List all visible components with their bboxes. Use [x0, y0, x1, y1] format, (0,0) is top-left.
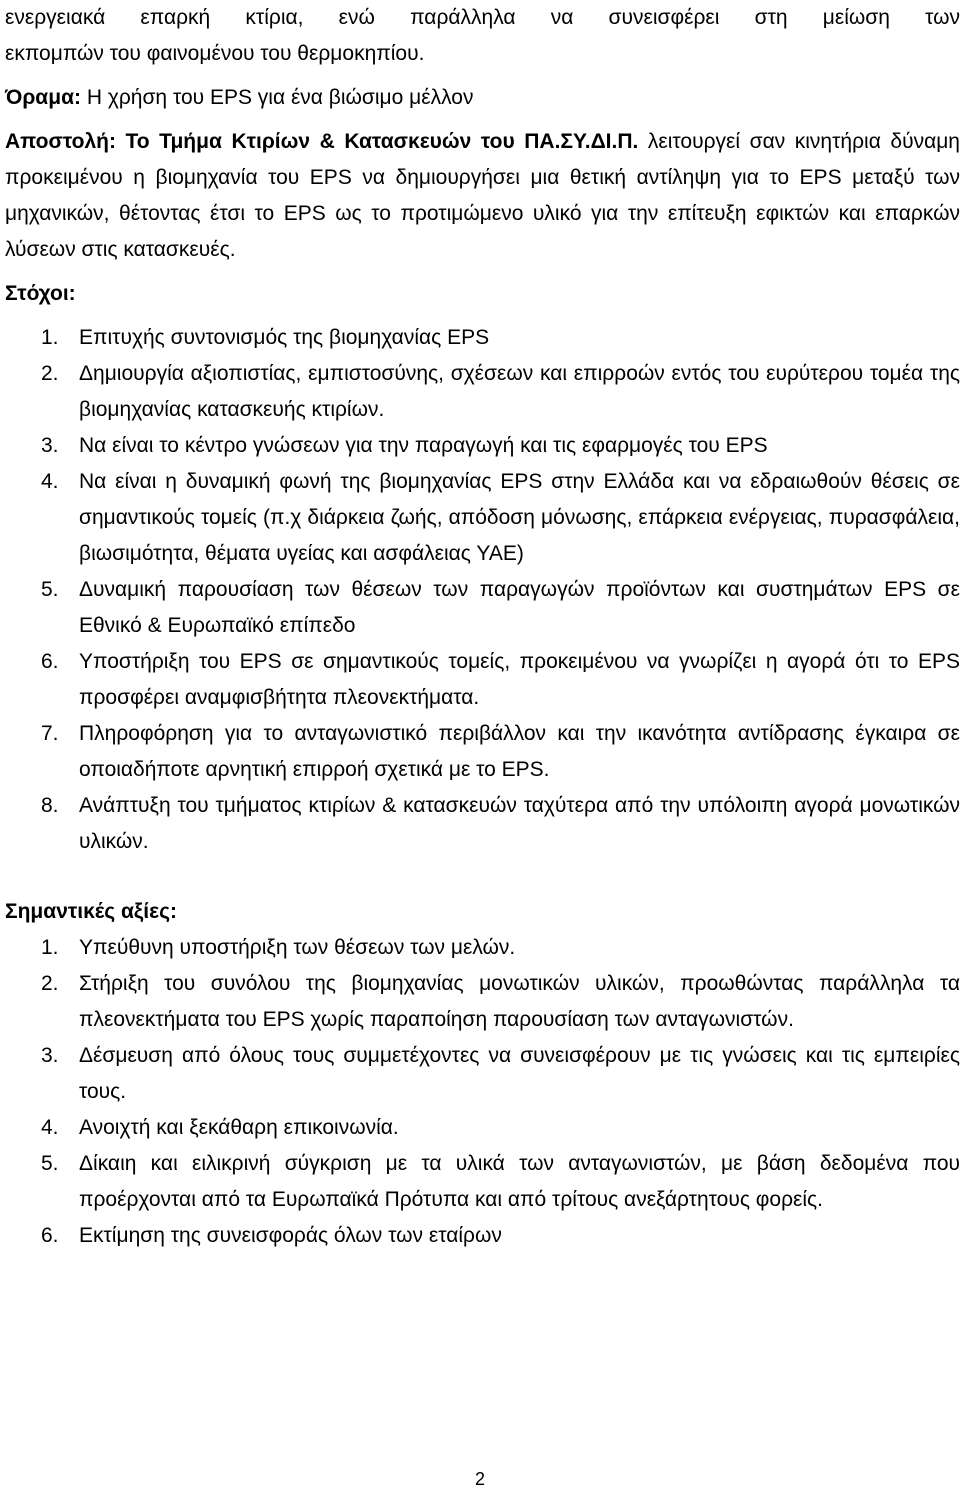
goal-number: 7.: [41, 722, 59, 745]
value-number: 3.: [41, 1044, 59, 1067]
goal-item: [5, 716, 960, 788]
value-item: [5, 1146, 960, 1218]
value-text: Υπεύθυνη υποστήριξη των θέσεων των μελών.: [79, 936, 516, 959]
goal-number: 6.: [41, 650, 59, 673]
mission-paragraph: [5, 124, 960, 268]
goal-item: [5, 464, 960, 572]
value-number: 4.: [41, 1116, 59, 1139]
vision-paragraph: [5, 80, 960, 116]
value-number: 1.: [41, 936, 59, 959]
goal-text: Πληροφόρηση για το ανταγωνιστικό περιβάλλον και την ικανότητα αντίδρασης έγκαιρα σε οποιαδήποτε αρνητική επιρροή σχετικά με το EPS.: [79, 722, 960, 781]
goals-list: [5, 320, 960, 860]
goal-text: Να είναι η δυναμική φωνή της βιομηχανίας EPS στην Ελλάδα και να εδραιωθούν θέσεις σε σημαντικούς τομείς (π.χ διάρκεια ζωής, απόδοση μόνωσης, επάρκεια ενέργειας, πυρασφάλεια, βιωσιμότητα, θέματα υγείας και ασφάλειας ΥΑΕ): [79, 470, 960, 565]
value-item: [5, 930, 960, 966]
value-text: Στήριξη του συνόλου της βιομηχανίας μονωτικών υλικών, προωθώντας παράλληλα τα πλεονεκτήματα του EPS χωρίς παραποίηση παρουσίαση των ανταγωνιστών.: [79, 972, 960, 1031]
value-number: 5.: [41, 1152, 59, 1175]
spacer: [5, 268, 960, 276]
spacer: [5, 72, 960, 80]
value-item: [5, 966, 960, 1038]
goal-text: Ανάπτυξη του τμήματος κτιρίων & κατασκευών ταχύτερα από την υπόλοιπη αγορά μονωτικών υλικών.: [79, 794, 960, 853]
goal-item: [5, 320, 960, 356]
value-item: [5, 1110, 960, 1146]
spacer: [5, 312, 960, 320]
value-number: 6.: [41, 1224, 59, 1247]
page-number: 2: [474, 1469, 485, 1489]
mission-text: λειτουργεί σαν κινητήρια δύναμη προκειμένου η βιομηχανία του EPS να δημιουργήσει μια θετική αντίληψη για το EPS μεταξύ των μηχανικών, θέτοντας έτσι το EPS ως το προτιμώμενο υλικό για την επίτευξη εφικτών και επαρκών λύσεων στις κατασκευές.: [5, 130, 960, 261]
value-text: Δίκαιη και ειλικρινή σύγκριση με τα υλικά των ανταγωνιστών, με βάση δεδομένα που προέρχονται από τα Ευρωπαϊκά Πρότυπα και από τρίτους ανεξάρτητους φορείς.: [79, 1152, 960, 1211]
goal-number: 4.: [41, 470, 59, 493]
value-item: [5, 1218, 960, 1254]
vision-label: Όραμα:: [5, 86, 81, 109]
value-text: Ανοιχτή και ξεκάθαρη επικοινωνία.: [79, 1116, 399, 1139]
goals-heading: Στόχοι:: [5, 282, 76, 305]
goal-number: 1.: [41, 326, 59, 349]
goal-item: [5, 428, 960, 464]
goal-item: [5, 572, 960, 644]
goal-text: Δημιουργία αξιοπιστίας, εμπιστοσύνης, σχέσεων και επιρροών εντός του ευρύτερου τομέα της βιομηχανίας κατασκευής κτιρίων.: [79, 362, 960, 421]
value-text: Δέσμευση από όλους τους συμμετέχοντες να συνεισφέρουν με τις γνώσεις και τις εμπειρίες τους.: [79, 1044, 960, 1103]
value-item: [5, 1038, 960, 1110]
goal-number: 2.: [41, 362, 59, 385]
spacer: [5, 860, 960, 894]
goal-number: 8.: [41, 794, 59, 817]
goal-text: Δυναμική παρουσίαση των θέσεων των παραγωγών προϊόντων και συστημάτων EPS σε Εθνικό & Ευρωπαϊκό επίπεδο: [79, 578, 960, 637]
mission-label: Αποστολή:: [5, 130, 116, 153]
goal-number: 3.: [41, 434, 59, 457]
mission-lead: Το Τμήμα Κτιρίων & Κατασκευών του ΠΑ.ΣΥ.ΔΙ.Π.: [125, 130, 639, 153]
goal-text: Επιτυχής συντονισμός της βιομηχανίας EPS: [79, 326, 490, 349]
goal-item: [5, 788, 960, 860]
goal-item: [5, 356, 960, 428]
intro-line-2: εκπομπών του φαινομένου του θερμοκηπίου.: [5, 42, 425, 65]
goal-number: 5.: [41, 578, 59, 601]
vision-text: Η χρήση του EPS για ένα βιώσιμο μέλλον: [86, 86, 474, 109]
spacer: [5, 116, 960, 124]
goal-text: Να είναι το κέντρο γνώσεων για την παραγωγή και τις εφαρμογές του EPS: [79, 434, 768, 457]
values-heading: Σημαντικές αξίες:: [5, 900, 177, 923]
value-number: 2.: [41, 972, 59, 995]
goal-item: [5, 644, 960, 716]
value-text: Εκτίμηση της συνεισφοράς όλων των εταίρων: [79, 1224, 502, 1247]
intro-line-1: ενεργειακά επαρκή κτίρια, ενώ παράλληλα να συνεισφέρει στη μείωση των: [5, 6, 960, 29]
document-page: [5, 0, 960, 1254]
values-list: [5, 930, 960, 1254]
goal-text: Υποστήριξη του EPS σε σημαντικούς τομείς, προκειμένου να γνωρίζει η αγορά ότι το EPS προσφέρει αναμφισβήτητα πλεονεκτήματα.: [79, 650, 960, 709]
